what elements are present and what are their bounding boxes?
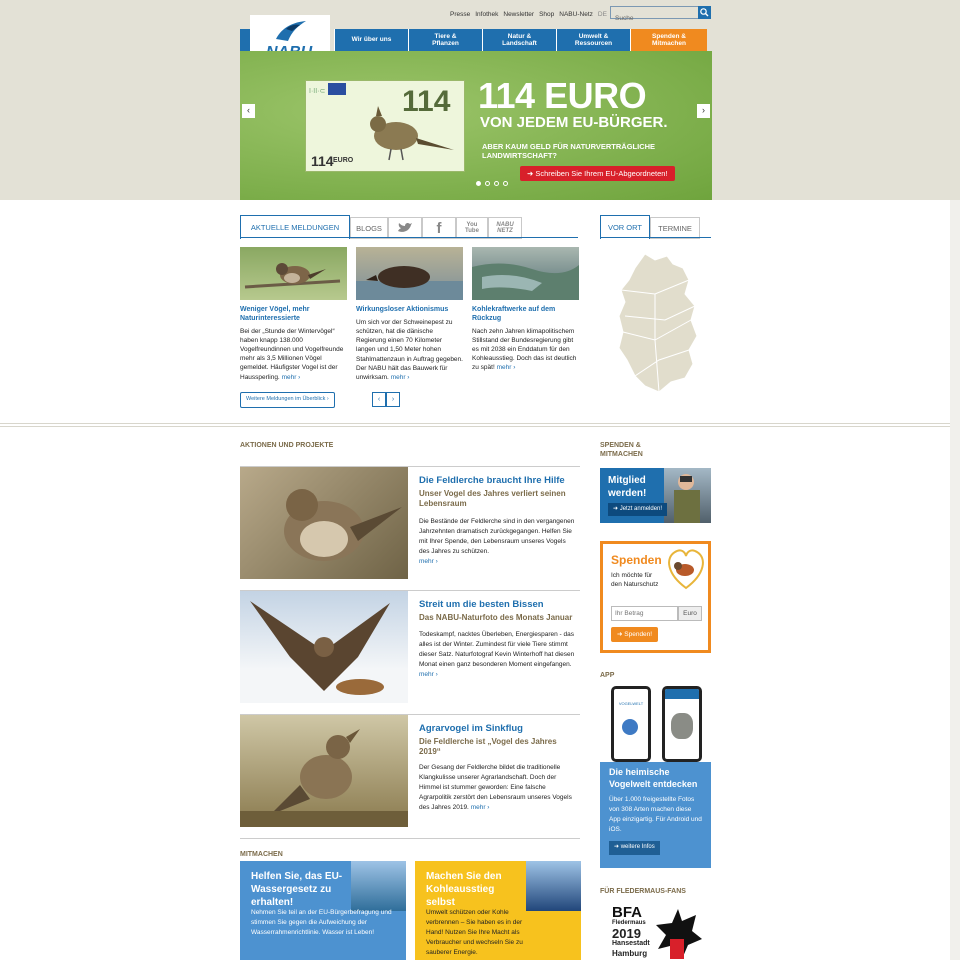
news-prev-button[interactable]: ‹ xyxy=(372,392,386,407)
twitter-icon xyxy=(397,222,413,234)
topnav-shop[interactable]: Shop xyxy=(539,11,555,18)
slider-dot-4[interactable] xyxy=(503,181,508,186)
phone-mockup xyxy=(662,686,702,762)
tab-facebook[interactable] xyxy=(422,217,456,239)
slider-dots xyxy=(476,181,508,186)
slider-dot-1[interactable] xyxy=(476,181,481,186)
news-item[interactable] xyxy=(472,247,579,373)
tab-twitter[interactable] xyxy=(388,217,422,239)
singing-lark-image xyxy=(240,715,408,827)
news-text: Bei der „Stunde der Wintervögel“ haben knapp 138.000 Vogelfreundinnen und Vogelfreunde mehr als 3,5 Millionen Vögel gemeldet. Häufigster Vogel ist der Haussperling. mehr › xyxy=(240,327,344,381)
project-subtitle: Das NABU-Naturfoto des Monats Januar xyxy=(419,613,573,622)
nav-natur-landschaft[interactable]: Natur & Landschaft xyxy=(482,29,556,51)
bfa-year: 2019 xyxy=(612,926,641,941)
slider-dot-3[interactable] xyxy=(494,181,499,186)
news-next-button[interactable]: › xyxy=(386,392,400,407)
app-heading: APP xyxy=(600,672,615,679)
buzzard-icon xyxy=(240,591,408,703)
tab-blogs[interactable]: BLOGS xyxy=(350,217,388,239)
tab-termine[interactable]: TERMINE xyxy=(650,217,700,239)
app-screen-title: VOGELWELT xyxy=(618,701,644,706)
coal-landscape-image xyxy=(472,247,579,300)
tab-youtube[interactable] xyxy=(456,217,488,239)
project-title[interactable]: Die Feldlerche braucht Ihre Hilfe xyxy=(419,475,565,486)
spenden-amount-input[interactable] xyxy=(611,606,678,621)
project-subtitle: Die Feldlerche ist „Vogel des Jahres 2019“ xyxy=(419,737,557,757)
note-currency: EURO xyxy=(333,157,354,164)
topnav-infothek[interactable]: Infothek xyxy=(475,11,499,18)
hero-title: 114 EURO xyxy=(478,75,647,116)
landscape-icon xyxy=(472,247,579,300)
sparrow-image xyxy=(240,247,347,300)
heart-bird-icon xyxy=(663,544,709,592)
nav-left-bar xyxy=(240,29,250,51)
hero-slider xyxy=(240,51,712,200)
sparrow-icon xyxy=(240,247,347,300)
section-divider xyxy=(0,423,950,424)
search-input[interactable] xyxy=(611,13,697,24)
mitmachen-title: Machen Sie den Kohleausstieg selbst xyxy=(426,871,502,908)
news-more-link[interactable]: mehr › xyxy=(281,373,301,381)
nav-tiere-pflanzen[interactable]: Tiere & Pflanzen xyxy=(408,29,482,51)
stork-logo-icon xyxy=(272,19,308,45)
slider-next-button[interactable]: › xyxy=(697,104,710,118)
vorort-tabs-underline xyxy=(600,237,711,238)
mitmachen-title: Helfen Sie, das EU-Wassergesetz zu erhalten! xyxy=(251,871,343,908)
news-more-link[interactable]: mehr › xyxy=(390,374,410,382)
nabu-netz-icon: NABU NETZ xyxy=(496,222,514,234)
buzzard-image xyxy=(240,591,408,703)
search-button[interactable] xyxy=(698,6,711,19)
news-item[interactable] xyxy=(356,247,463,382)
hero-tagline: ABER KAUM GELD FÜR NATURVERTRÄGLICHE LANDWIRTSCHAFT? xyxy=(482,142,656,161)
mitglied-title: Mitglied werden! xyxy=(608,475,647,499)
mitmachen-heading: MITMACHEN xyxy=(240,851,283,858)
search-box xyxy=(610,6,711,19)
tabs-underline xyxy=(240,237,578,238)
app-title: Die heimische Vogelwelt entdecken xyxy=(609,767,698,789)
slider-prev-button[interactable]: ‹ xyxy=(242,104,255,118)
hero-cta-button[interactable]: ➜ Schreiben Sie Ihrem EU-Abgeordneten! xyxy=(520,166,675,181)
section-divider xyxy=(240,838,580,839)
mitmachen-text: Umwelt schützen oder Kohle verbrennen – Sie haben es in der Hand! Nutzen Sie Ihre Macht als Verbraucher und wechseln Sie zu sauberer Energie. xyxy=(426,909,523,957)
news-tabs xyxy=(240,215,522,239)
news-title[interactable]: Weniger Vögel, mehr Naturinteressierte xyxy=(240,306,310,322)
app-box[interactable] xyxy=(600,680,711,868)
lark-icon xyxy=(240,715,408,827)
news-text: Nach zehn Jahren klimapolitischem Stillstand der Bundesregierung gibt es mit 2038 ein Enddatum für den Kohleausstieg. Doch das ist deutlich zu spät! mehr › xyxy=(472,327,577,372)
bfa-subtext: Fledermaus xyxy=(612,920,646,926)
bfa-text: BFA xyxy=(612,904,642,921)
project-more-link[interactable]: mehr › xyxy=(419,671,438,679)
app-text: Über 1.000 freigestellte Fotos von 308 Arten machen diese App einzigartig. Für Android und iOS. xyxy=(609,796,702,834)
note-value-small: 114 xyxy=(311,153,334,169)
project-item[interactable] xyxy=(240,590,580,703)
child-binoculars-icon xyxy=(664,468,711,523)
search-icon xyxy=(698,6,711,19)
fledermaus-heading: FÜR FLEDERMAUS-FANS xyxy=(600,888,686,895)
lake-image xyxy=(351,861,406,911)
mitmachen-box-coal[interactable] xyxy=(415,861,581,960)
project-text: Todeskampf, nacktes Überleben, Energiesparen - das alles ist der Winter. Zumindest für viele Tiere stimmt dieser Satz. Naturfotograf Kevin Winterhoff hat diesen Monat einen ganz besonderen Moment eingefangen. mehr › xyxy=(419,631,575,679)
project-item[interactable] xyxy=(240,466,580,579)
project-title[interactable]: Agrarvogel im Sinkflug xyxy=(419,723,523,734)
feldlerche-image xyxy=(240,467,408,579)
top-nav xyxy=(450,11,621,18)
germany-map[interactable] xyxy=(615,250,699,395)
bat-icon xyxy=(652,905,704,960)
tab-nabu-netz[interactable] xyxy=(488,217,522,239)
all-news-button[interactable]: Weitere Meldungen im Überblick › xyxy=(240,392,335,408)
news-item[interactable] xyxy=(240,247,347,382)
note-code: I·II·⊂ xyxy=(309,88,326,95)
tab-vor-ort[interactable]: VOR ORT xyxy=(600,215,650,239)
spenden-text: Ich möchte für den Naturschutz xyxy=(611,572,659,589)
project-text: Der Gesang der Feldlerche bildet die traditionelle Klangkulisse unserer Agrarlandschaft. Doch der Himmel ist stummer geworden: Eine falsche Agrarpolitik zerstört den Lebensraum unseres Vogels des Jahres 2019. mehr › xyxy=(419,764,572,812)
bfa-city2: Hamburg xyxy=(612,949,648,958)
project-more-link[interactable]: mehr › xyxy=(470,804,490,812)
mitglied-box[interactable] xyxy=(600,468,711,523)
spenden-box xyxy=(600,541,711,653)
app-info-button[interactable]: ➜ weitere Infos xyxy=(609,841,660,855)
mitmachen-box-water[interactable] xyxy=(240,861,406,960)
app-info xyxy=(600,762,711,868)
project-more-link[interactable]: mehr › xyxy=(419,558,438,566)
facebook-icon: f xyxy=(436,219,442,237)
lang-de[interactable]: DE xyxy=(597,11,607,18)
hero-subtitle: VON JEDEM EU-BÜRGER. xyxy=(480,114,668,131)
spenden-button[interactable]: ➜ Spenden! xyxy=(611,627,658,642)
spenden-title: Spenden xyxy=(611,553,662,567)
topnav-presse[interactable]: Presse xyxy=(450,11,471,18)
phone-mockup xyxy=(611,686,651,762)
mitglied-button[interactable]: ➜ Jetzt anmelden! xyxy=(608,503,667,516)
project-title[interactable]: Streit um die besten Bissen xyxy=(419,599,544,610)
mitmachen-text: Nehmen Sie teil an der EU-Bürgerbefragung und stimmen Sie gegen die Aufweichung der Wasserrahmenrichtlinie. Wasser ist Leben! xyxy=(251,909,392,937)
news-more-link[interactable]: mehr › xyxy=(496,364,516,372)
lark-icon xyxy=(240,467,408,579)
tab-aktuelle-meldungen[interactable]: AKTUELLE MELDUNGEN xyxy=(240,215,350,239)
topnav-nabu-netz[interactable]: NABU-Netz xyxy=(559,11,593,18)
bfa-logo-graphic xyxy=(606,903,706,960)
news-text: Um sich vor der Schweinepest zu schützen, hat die dänische Regierung einen 70 Kilometer langen und 1,50 Meter hohen Stahlmattenzaun in Auftrag gegeben. Der NABU hält das Bauwerk für unwirksam. mehr › xyxy=(356,318,463,382)
project-subtitle: Unser Vogel des Jahres verliert seinen Lebensraum xyxy=(419,489,566,509)
lark-icon xyxy=(356,94,466,164)
nav-spenden-mitmachen[interactable]: Spenden & Mitmachen xyxy=(630,29,707,51)
member-photo xyxy=(664,468,711,523)
section-divider xyxy=(0,426,950,427)
nav-umwelt-ressourcen[interactable]: Umwelt & Ressourcen xyxy=(556,29,630,51)
project-text: Die Bestände der Feldlerche sind in den vergangenen Jahrzehnten dramatisch zurückgegangen. Helfen Sie mit Ihrer Spende, den Lebensraum unseres Vogels des Jahres zu schützen. mehr › xyxy=(419,518,575,566)
nav-wir-ueber-uns[interactable]: Wir über uns xyxy=(334,29,408,51)
spenden-currency: Euro xyxy=(678,606,702,621)
aktionen-heading: AKTIONEN UND PROJEKTE xyxy=(240,442,334,449)
solar-panel-image xyxy=(526,861,581,911)
news-title[interactable]: Wirkungsloser Aktionismus xyxy=(356,306,449,313)
project-item[interactable] xyxy=(240,714,580,827)
news-pager xyxy=(372,392,400,407)
spenden-heading: SPENDEN & MITMACHEN xyxy=(600,442,643,459)
vorort-tabs xyxy=(600,215,700,239)
main-nav xyxy=(334,29,707,51)
bfa-city: Hansestadt xyxy=(612,940,650,947)
eu-flag-icon xyxy=(328,83,346,95)
banknote-image xyxy=(305,80,465,172)
boar-image xyxy=(356,247,463,300)
note-value: 114 xyxy=(402,85,451,118)
boar-icon xyxy=(356,247,463,300)
app-phones-image xyxy=(600,680,711,765)
slider-dot-2[interactable] xyxy=(485,181,490,186)
topnav-newsletter[interactable]: Newsletter xyxy=(503,11,535,18)
youtube-icon: You Tube xyxy=(465,222,479,234)
news-title[interactable]: Kohlekraftwerke auf dem Rückzug xyxy=(472,306,556,322)
page-gutter xyxy=(950,200,960,960)
